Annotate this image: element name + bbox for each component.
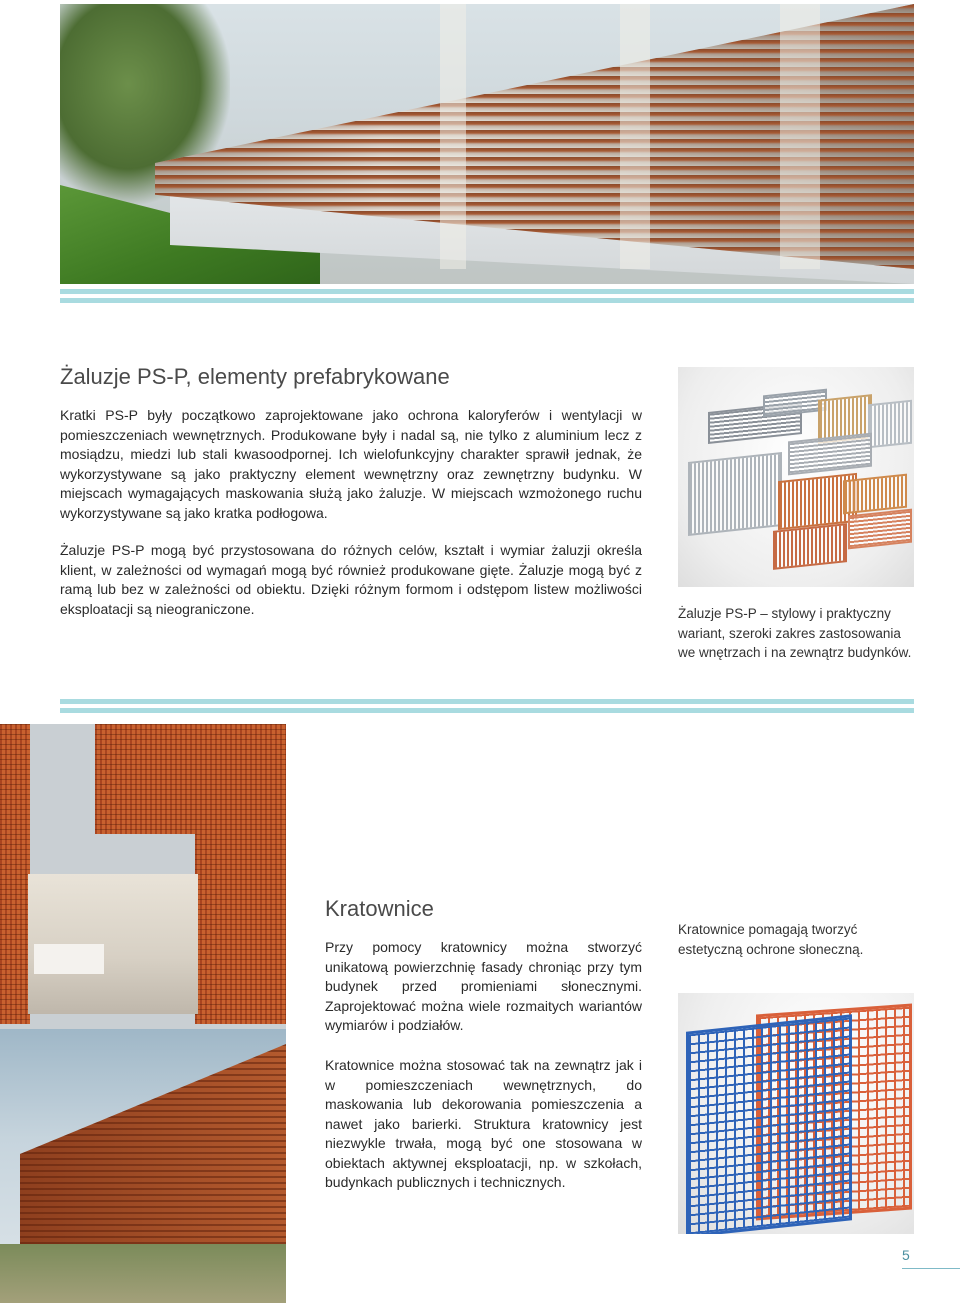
red-building-gratings-photo	[0, 724, 286, 1303]
kratownice-caption: Kratownice pomagają tworzyć estetyczną ochrone słoneczną.	[678, 922, 864, 957]
kratownice-paragraph-2: Kratownice można stosować tak na zewnątrz jak i w pomieszczeniach wewnętrznych, do maskowania lub dekorowania pomieszczenia a nawet jako barierki. Struktura kratownicy jest niezwykle trwała, mogą być one stosowana w obiektach aktywnej eksploatacji, np. w szkołach, budynkach publicznych i technicznych.	[325, 1057, 642, 1190]
kratownice-paragraph-1: Przy pomocy kratownicy można stworzyć unikatową powierzchnię fasady chroniąc przy tym budynek przed promieniami słonecznymi. Zaprojektować można wiele rozmaitych wariantów wymiarów i podziałów.	[325, 939, 642, 1033]
page-number: 5	[902, 1247, 910, 1263]
gratings-product-photo	[678, 993, 914, 1234]
zaluzje-paragraph-1: Kratki PS-P były początkowo zaprojektowane jako ochrona kaloryferów i wentylacji w pomieszczeniach wewnętrznych. Produkowane były i nadal są, nie tylko z aluminium lecz z mosiądzu, miedzi lub stali kwasoodpornej. Ich wielofunkcyjny charakter sprawił jednak, że wykorzystywane są jako praktyczny element wewnętrzny oraz zewnętrzny budynku. W miejscach wymagających maskowania służą jako żaluzje. W miejscach wzmożonego ruchu wykorzystywane są jako kratka podłogowa.	[60, 407, 642, 521]
decorative-stripes-top	[60, 289, 914, 307]
parking-garage-louvres-photo	[60, 4, 914, 284]
zaluzje-paragraph-2: Żaluzje PS-P mogą być przystosowana do różnych celów, kształt i wymiar żaluzji określa klient, w zależności od wymagań mogą być również produkowane gięte. Żaluzje mogą być z ramą lub bez w zależności od obiektu. Dzięki różnym formom i odstępom listew możliwości eksploatacji są nieograniczone.	[60, 542, 642, 617]
section-title-kratownice: Kratownice	[325, 896, 434, 921]
zaluzje-caption: Żaluzje PS-P – stylowy i praktyczny wariant, szeroki zakres zastosowania we wnętrzach i na zewnątrz budynków.	[678, 606, 912, 660]
grilles-product-photo	[678, 367, 914, 587]
page-number-rule	[902, 1268, 960, 1269]
section-title-zaluzje: Żaluzje PS-P, elementy prefabrykowane	[60, 364, 450, 389]
decorative-stripes-middle	[60, 699, 914, 717]
